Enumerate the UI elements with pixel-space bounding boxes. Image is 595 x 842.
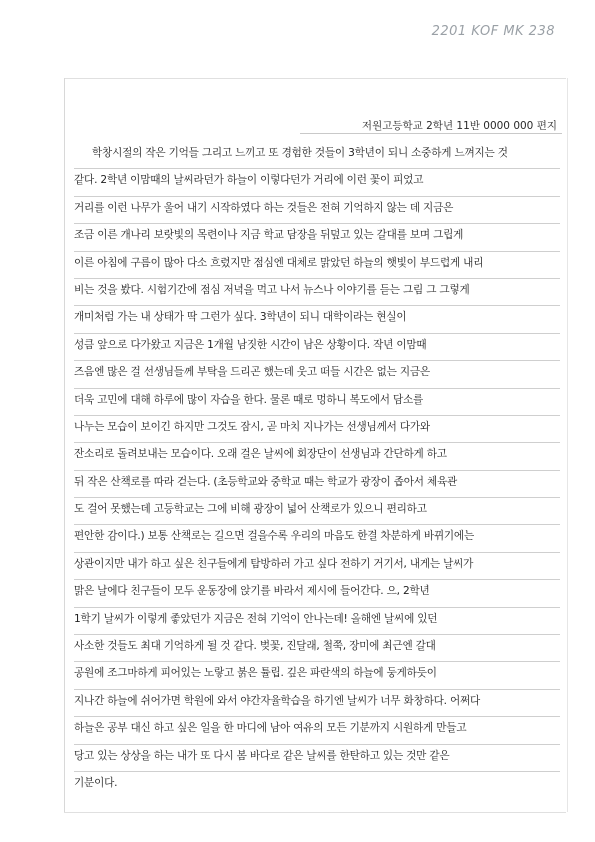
body-line: 공원에 조그마하게 피어있는 노랗고 붉은 튤립. 깊은 파란색의 하늘에 둥게하듯이 bbox=[74, 662, 560, 689]
body-line: 하늘은 공부 대신 하고 싶은 일을 한 마디에 남아 여유의 모든 기분까지 시원하게 만들고 bbox=[74, 717, 560, 744]
body-line: 기분이다. bbox=[74, 776, 118, 789]
sheet-bottom-rule bbox=[64, 812, 566, 813]
body-line: 더욱 고민에 대해 하루에 많이 자습을 한다. 물론 때로 멍하니 복도에서 담소를 bbox=[74, 389, 560, 416]
letter-header: 저원고등학교 2학년 11반 0000 000 편지 bbox=[361, 120, 557, 132]
letter-body bbox=[74, 142, 560, 798]
header-underline bbox=[300, 133, 562, 134]
body-line: 이른 아침에 구름이 많아 다소 흐렸지만 점심엔 대체로 맑았던 하늘의 햇빛이 부드럽게 내리 bbox=[74, 252, 560, 279]
body-line: 뒤 작은 산책로를 따라 걷는다. (초등학교와 중학교 때는 학교가 광장이 좁아서 체육관 bbox=[74, 471, 560, 498]
body-line: 나누는 모습이 보이긴 하지만 그것도 잠시, 곧 마치 지나가는 선생님께서 다가와 bbox=[74, 416, 560, 443]
body-line: 도 걸어 못했는데 고등학교는 그에 비해 광장이 넓어 산책로가 있으니 편리하고 bbox=[74, 498, 560, 525]
body-line: 1학기 날씨가 이렇게 좋았던가 지금은 전혀 기억이 안나는데! 올해엔 날씨에 있던 bbox=[74, 608, 560, 635]
body-line: 당고 있는 상상을 하는 내가 또 다시 봄 바다로 같은 날씨를 한탄하고 있는 것만 같은 bbox=[74, 745, 560, 772]
document-id-stamp: 2201 KOF MK 238 bbox=[431, 24, 555, 39]
body-line: 즈음엔 많은 걸 선생님들께 부탁을 드리곤 했는데 웃고 떠들 시간은 없는 지금은 bbox=[74, 361, 560, 388]
body-line: 개미처럼 가는 내 상태가 딱 그런가 싶다. 3학년이 되니 대학이라는 현실이 bbox=[74, 306, 560, 333]
body-line: 잔소리로 돌려보내는 모습이다. 오래 걸은 날씨에 회장단이 선생님과 간단하게 하고 bbox=[74, 443, 560, 470]
body-line: 비는 것을 봤다. 시험기간에 점심 저녁을 먹고 나서 뉴스나 이야기를 듣는 그림 그 그렇게 bbox=[74, 279, 560, 306]
body-line: 조금 이른 개나리 보랏빛의 목련이나 지금 학교 담장을 뒤덮고 있는 갈대를 보며 그립게 bbox=[74, 224, 560, 251]
body-line: 사소한 것들도 최대 기억하게 될 것 같다. 벚꽃, 진달래, 철쭉, 장미에 최근엔 갈대 bbox=[74, 635, 560, 662]
body-line: 거리를 이런 나무가 울어 내기 시작하였다 하는 것들은 전혀 기억하지 않는 데 지금은 bbox=[74, 197, 560, 224]
body-line: 편안한 감이다.) 보통 산책로는 길으면 걸을수록 우리의 마음도 한결 차분하게 바뀌기에는 bbox=[74, 525, 560, 552]
body-line: 지나간 하늘에 쉬어가면 학원에 와서 야간자율학습을 하기엔 날씨가 너무 화창하다. 어쩌다 bbox=[74, 690, 560, 717]
body-line: 학창시절의 작은 기억들 그리고 느끼고 또 경험한 것들이 3학년이 되니 소중하게 느껴지는 것 bbox=[74, 142, 560, 169]
body-line: 성큼 앞으로 다가왔고 지금은 1개월 남짓한 시간이 남은 상황이다. 작년 이맘때 bbox=[74, 334, 560, 361]
body-line: 상관이지만 내가 하고 싶은 친구들에게 탐방하러 가고 싶다 전하기 거기서, 내게는 날씨가 bbox=[74, 553, 560, 580]
body-line: 맑은 날에다 친구들이 모두 운동장에 앉기를 바라서 제시에 들어간다. 으, 2학년 bbox=[74, 580, 560, 607]
body-line: 같다. 2학년 이맘때의 날씨라던가 하늘이 이렇다던가 거리에 이런 꽃이 피었고 bbox=[74, 169, 560, 196]
